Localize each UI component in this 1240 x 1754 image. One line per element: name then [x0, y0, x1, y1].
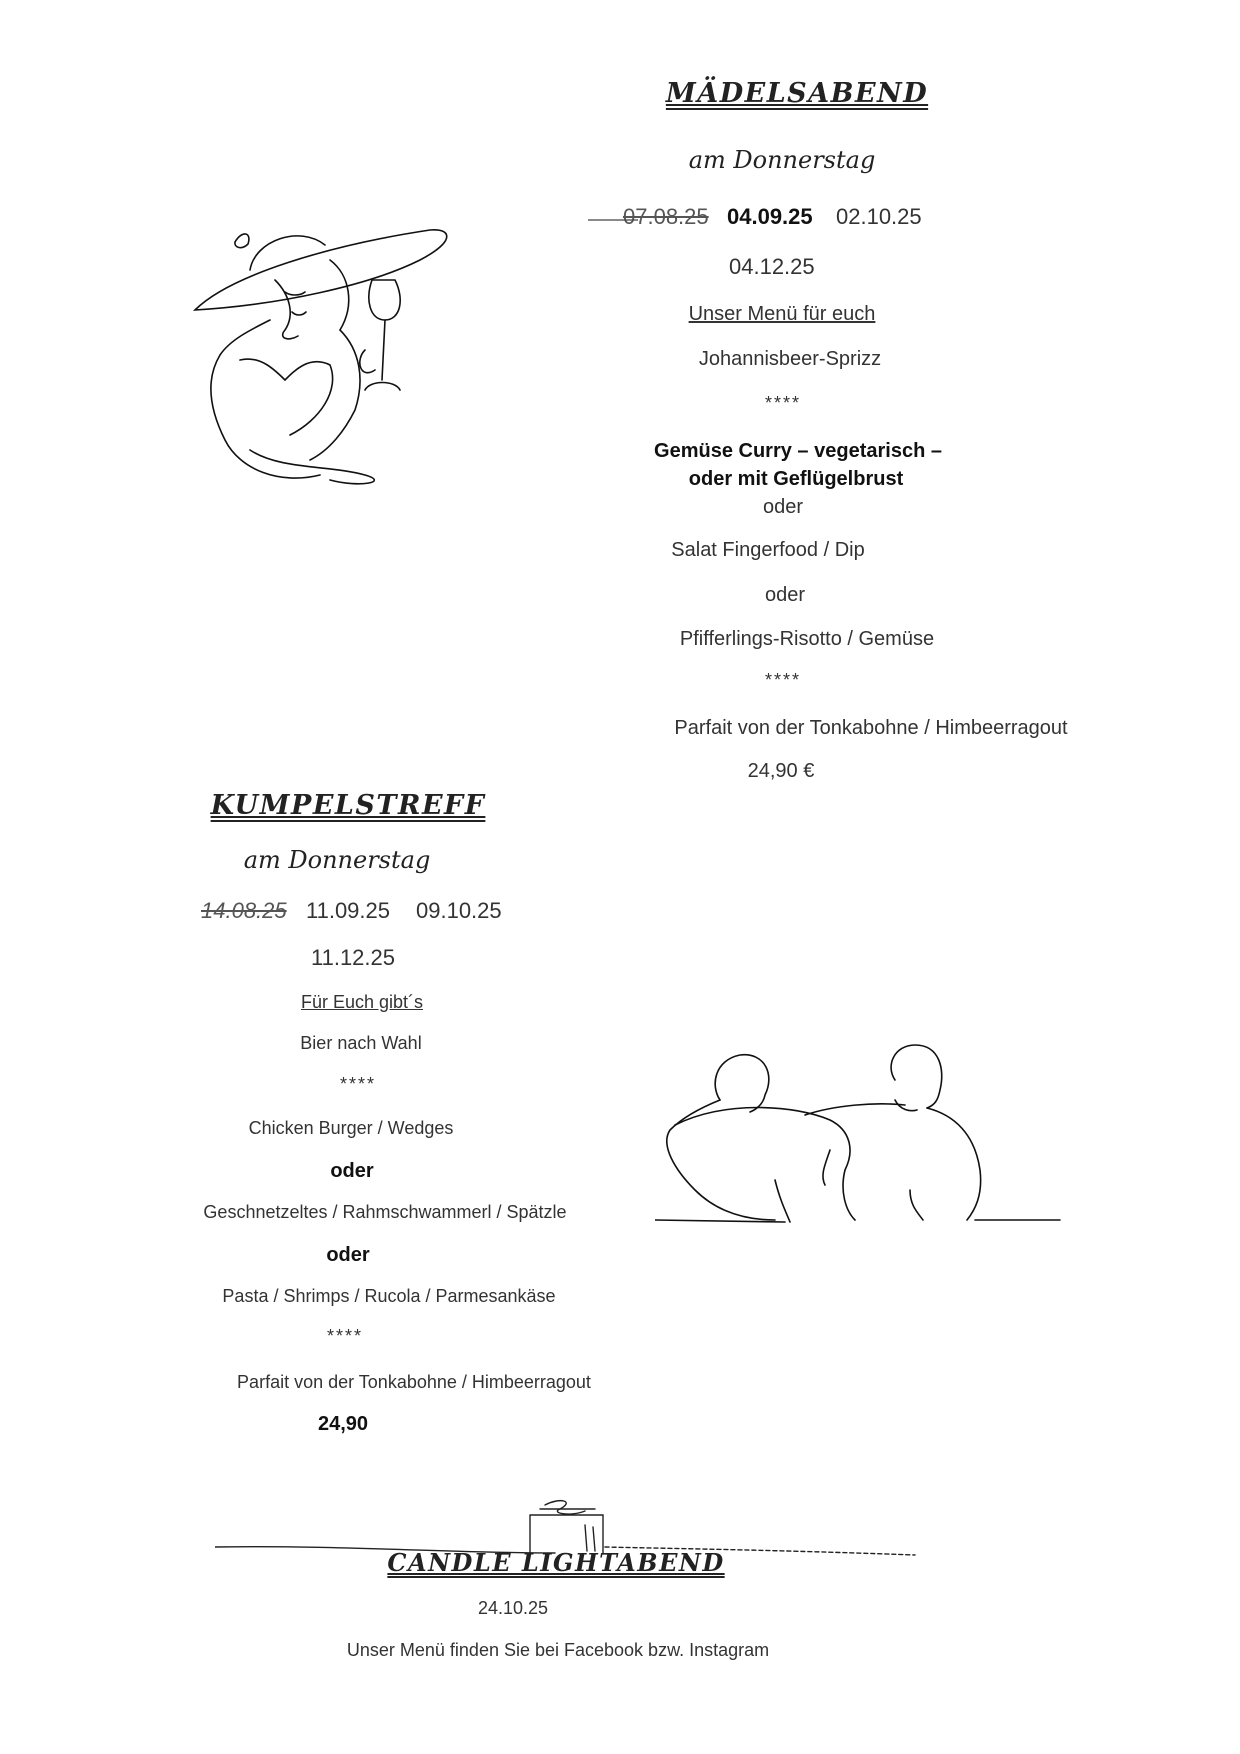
maedelsabend-menu-heading: Unser Menü für euch: [688, 303, 876, 325]
maedelsabend-main-3: Pfifferlings-Risotto / Gemüse: [679, 628, 935, 650]
kumpelstreff-dessert: Parfait von der Tonkabohne / Himbeerragout: [237, 1372, 591, 1392]
maedelsabend-date-3: 02.10.25: [836, 204, 922, 229]
kumpelstreff-menu-heading: Für Euch gibt´s: [300, 992, 424, 1012]
maedelsabend-main-1-line2: oder mit Geflügelbrust: [688, 468, 904, 490]
kumpelstreff-date-3: 09.10.25: [416, 898, 502, 923]
kumpelstreff-or-2: oder: [326, 1244, 370, 1266]
kumpelstreff-or-1: oder: [330, 1160, 374, 1182]
strike-line: [588, 218, 638, 222]
two-friends-illustration: [655, 1040, 1065, 1260]
maedelsabend-main-1-line1: Gemüse Curry – vegetarisch –: [654, 440, 942, 462]
maedelsabend-date-next: 04.09.25: [727, 204, 813, 229]
maedelsabend-or-2: oder: [764, 584, 806, 606]
candlelight-note: Unser Menü finden Sie bei Facebook bzw. Instagram: [346, 1640, 770, 1660]
maedelsabend-dessert: Parfait von der Tonkabohne / Himbeerragout: [674, 717, 1068, 739]
maedelsabend-price: 24,90 €: [747, 760, 815, 782]
maedelsabend-separator-2: ****: [764, 670, 802, 690]
kumpelstreff-separator-1: ****: [339, 1074, 377, 1094]
maedelsabend-title: MÄDELSABEND: [665, 78, 929, 109]
maedelsabend-date-past: 07.08.25: [623, 204, 709, 229]
kumpelstreff-drink: Bier nach Wahl: [300, 1033, 422, 1053]
maedelsabend-weekday: am Donnerstag: [688, 146, 876, 174]
kumpelstreff-title: KUMPELSTREFF: [210, 790, 486, 821]
maedelsabend-main-2: Salat Fingerfood / Dip: [671, 539, 865, 561]
kumpelstreff-price: 24,90: [317, 1413, 369, 1435]
kumpelstreff-date-4: 11.12.25: [311, 945, 396, 970]
maedelsabend-drink: Johannisbeer-Sprizz: [698, 348, 882, 370]
maedelsabend-or-1: oder: [762, 496, 804, 518]
lady-with-hat-illustration: [190, 220, 490, 540]
maedelsabend-separator-1: ****: [764, 393, 802, 413]
kumpelstreff-main-2: Geschnetzeltes / Rahmschwammerl / Spätzle: [203, 1202, 567, 1222]
kumpelstreff-main-1: Chicken Burger / Wedges: [248, 1118, 454, 1138]
kumpelstreff-weekday: am Donnerstag: [243, 846, 431, 874]
maedelsabend-date-4: 04.12.25: [729, 254, 815, 279]
kumpelstreff-date-next: 11.09.25: [306, 898, 391, 923]
kumpelstreff-date-past: 14.08.25: [201, 898, 287, 923]
kumpelstreff-separator-2: ****: [326, 1326, 364, 1346]
candlelight-title: CANDLE LIGHTABEND: [387, 1548, 725, 1577]
candlelight-date: 24.10.25: [477, 1598, 549, 1618]
kumpelstreff-main-3: Pasta / Shrimps / Rucola / Parmesankäse: [222, 1286, 556, 1306]
